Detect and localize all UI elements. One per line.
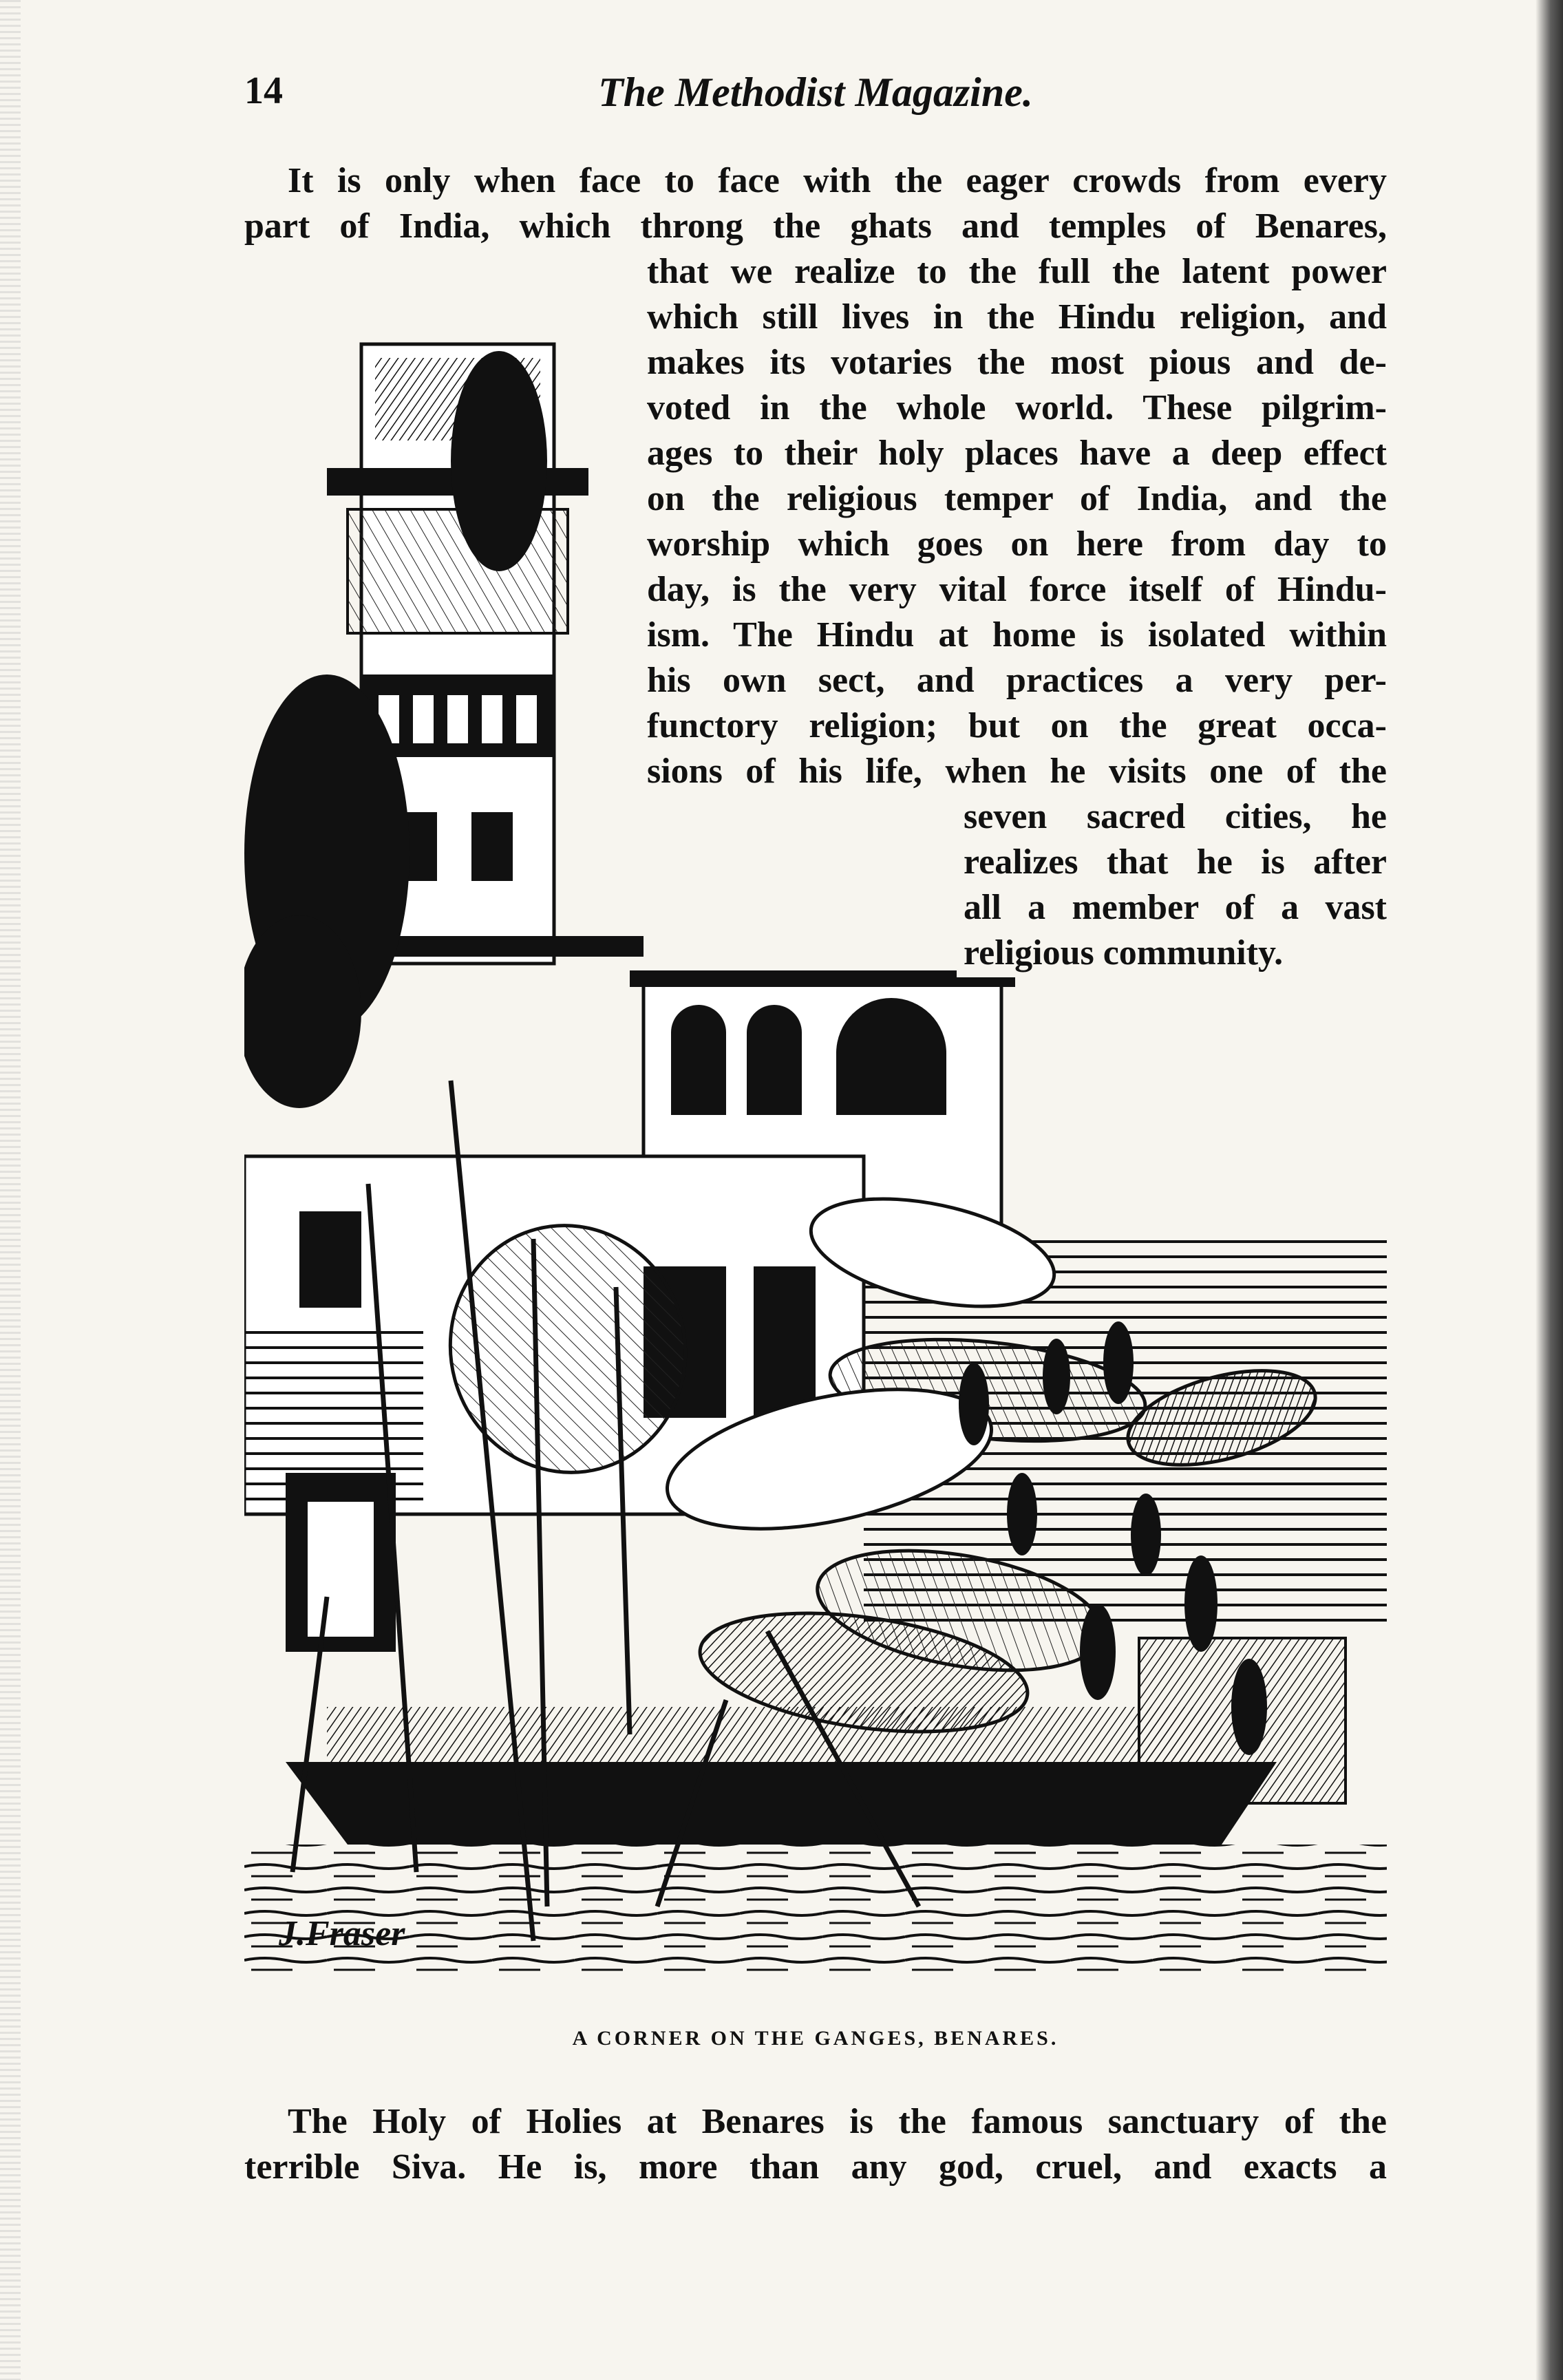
text-line: worship which goes on here from day to [647, 524, 1387, 564]
text-line: day, is the very vital force itself of Hindu- [647, 570, 1387, 609]
text-line: realizes that he is after [964, 842, 1387, 882]
text-line: The Holy of Holies at Benares is the famous sanctuary of the [288, 2102, 1387, 2141]
ganges-illustration [244, 289, 1387, 1975]
page-header [244, 69, 1387, 124]
text-line: on the religious temper of India, and the [647, 479, 1387, 518]
page-number: 14 [244, 70, 283, 112]
text-line: that we realize to the full the latent power [647, 252, 1387, 291]
engraving-scene [244, 344, 1387, 1975]
text-line: religious community. [964, 933, 1284, 973]
text-line: functory religion; but on the great occa- [647, 706, 1387, 745]
text-line: It is only when face to face with the eager crowds from every [288, 161, 1387, 200]
text-line: his own sect, and practices a very per- [647, 661, 1387, 700]
text-line: which still lives in the Hindu religion, and [647, 297, 1387, 337]
river-water [244, 1845, 1387, 1975]
text-line: part of India, which throng the ghats and temples of Benares, [244, 206, 1387, 246]
artist-signature: J.Fraser [279, 1914, 405, 1953]
text-line: makes its votaries the most pious and de- [647, 343, 1387, 382]
text-line: voted in the whole world. These pilgrim- [647, 388, 1387, 427]
text-line: ism. The Hindu at home is isolated within [647, 615, 1387, 655]
text-line: terrible Siva. He is, more than any god, cruel, and exacts a [244, 2147, 1387, 2187]
figure-caption: A CORNER ON THE GANGES, BENARES. [572, 2027, 1059, 2050]
page-edge-right [1535, 0, 1563, 2380]
running-title: The Methodist Magazine. [598, 70, 1033, 115]
page-edge-left [0, 0, 21, 2380]
text-line: seven sacred cities, he [964, 797, 1387, 836]
text-line: ages to their holy places have a deep effect [647, 434, 1387, 473]
text-line: sions of his life, when he visits one of the [647, 752, 1387, 791]
ghat-steps [244, 1321, 423, 1500]
text-line: all a member of a vast [964, 888, 1387, 927]
